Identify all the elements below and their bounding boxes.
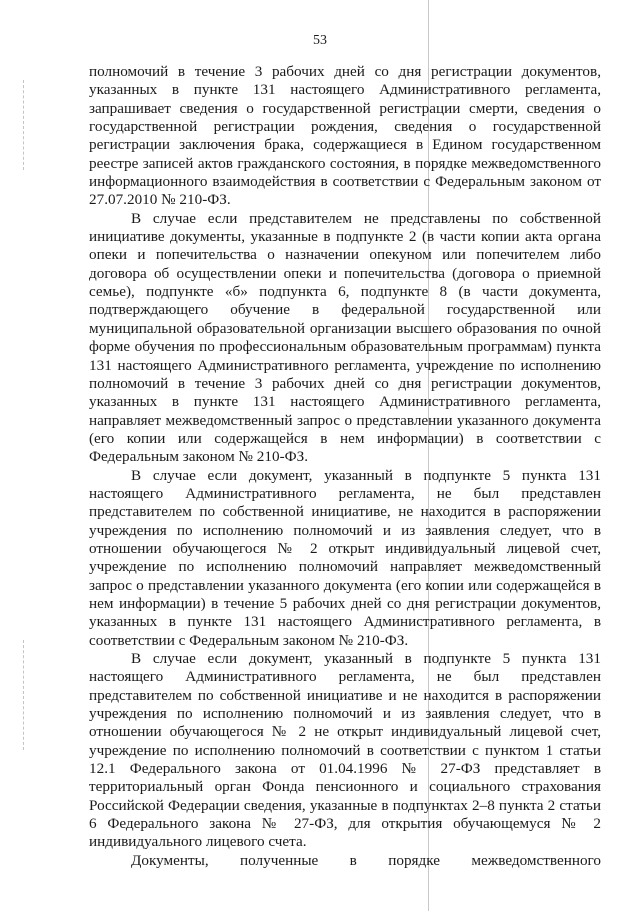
scan-artifact-line — [23, 640, 24, 750]
document-body — [89, 63, 601, 870]
paragraph-4: В случае если документ, указанный в подпункте 5 пункта 131 настоящего Административного регламента, не был представлен представителем по собственной инициативе и не находится в распоряжении учреждения по исполнению полномочий и из заявления следует, что в отношении обучающегося № 2 не открыт индивидуальный лицевой счет, учреждение по исполнению полномочий в соответствии с пунктом 1 статьи 12.1 Федерального закона от 01.04.1996 № 27-ФЗ представляет в территориальный орган Фонда пенсионного и социального страхования Российской Федерации сведения, указанные в подпунктах 2–8 пункта 2 статьи 6 Федерального закона № 27-ФЗ, для открытия обучающемуся № 2 индивидуального лицевого счета. — [89, 650, 601, 851]
scan-artifact-line — [23, 80, 24, 170]
paragraph-1: полномочий в течение 3 рабочих дней со дня регистрации документов, указанных в пункте 131 настоящего Административного регламента, запрашивает сведения о государственной регистрации смерти, сведения о государственной регистрации рождения, сведения о государственной регистрации заключения брака, содержащиеся в Едином государственном реестре записей актов гражданского состояния, в порядке межведомственного информационного взаимодействия в соответствии с Федеральным законом от 27.07.2010 № 210-ФЗ. — [89, 63, 601, 209]
paragraph-5: Документы, полученные в порядке межведомственного — [131, 851, 601, 869]
page-number: 53 — [313, 33, 327, 48]
paragraph-2: В случае если представителем не представлены по собственной инициативе документы, указанные в подпункте 2 (в части копии акта органа опеки и попечительства о назначении опекуном или попечителем либо договора об осуществлении опеки и попечительства (договора о приемной семье), подпункте «б» подпункта 6, подпункте 8 (в части документа, подтверждающего обучение в федеральной государственной или муниципальной образовательной организации высшего образования по очной форме обучения по профессиональным образовательным программам) пункта 131 настоящего Административного регламента, учреждение по исполнению полномочий в течение 3 рабочих дней со дня регистрации документов, указанных в пункте 131 настоящего Административного регламента, направляет межведомственный запрос о представлении указанного документа (его копии или содержащейся в нем информации) в соответствии с Федеральным законом № 210-ФЗ. — [89, 209, 601, 466]
paragraph-3: В случае если документ, указанный в подпункте 5 пункта 131 настоящего Административного регламента, не был представлен представителем по собственной инициативе, не находится в распоряжении учреждения по исполнению полномочий и из заявления следует, что в отношении обучающегося № 2 открыт индивидуальный лицевой счет, учреждение по исполнению полномочий направляет межведомственный запрос о представлении указанного документа (его копии или содержащейся в нем информации) в течение 5 рабочих дней со дня регистрации документов, указанных в пункте 131 настоящего Административного регламента, в соответствии с Федеральным законом № 210-ФЗ. — [89, 466, 601, 649]
